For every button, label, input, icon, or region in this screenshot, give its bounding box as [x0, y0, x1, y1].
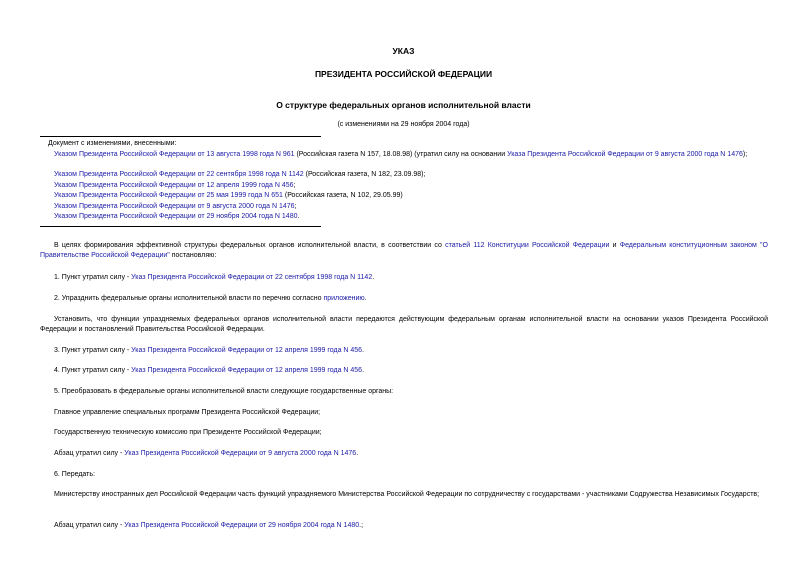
change-line-6 [54, 212, 299, 222]
p4-text: 4. Пункт утратил силу - [54, 367, 132, 374]
p5c-text: Абзац утратил силу - [54, 450, 125, 457]
paragraph-6a: Министерству иностранных дел Российской Федерации часть функций упраздняемого Министерства Российской Федерации по сотрудничеству с государствами - участниками Содружества Независимых Государств; [54, 491, 760, 498]
constitution-link[interactable]: статьей 112 Конституции Российской Федерации [445, 242, 610, 249]
paragraph-establish: Установить, что функции упраздняемых федеральных органов исполнительной власти передаются действующим федеральным органам исполнительной власти на основании указов Президента Российской Федерации и постановлений Правительства Российской Федерации. [40, 316, 768, 333]
change-text-6: . [297, 213, 300, 220]
bottom-divider [40, 226, 321, 227]
doc-heading: О структуре федеральных органов исполнительной власти [276, 100, 531, 110]
preamble-text-b: и [609, 242, 620, 249]
preamble-text-c: постановляю: [169, 252, 217, 259]
paragraph-5b: Государственную техническую комиссию при Президенте Российской Федерации; [54, 429, 322, 436]
paragraph-6b [54, 521, 363, 531]
top-divider [40, 136, 321, 137]
change-link-1b[interactable]: Указа Президента Российской Федерации от 9 августа 2000 года N 1476 [507, 151, 743, 158]
doc-subtitle: ПРЕЗИДЕНТА РОССИЙСКОЙ ФЕДЕРАЦИИ [314, 69, 493, 79]
p6b-text: Абзац утратил силу - [54, 522, 125, 529]
p2-text: 2. Упразднить федеральные органы исполнительной власти по перечню согласно [54, 295, 324, 302]
p1-end: . [372, 274, 375, 281]
p4-link[interactable]: Указ Президента Российской Федерации от 12 апреля 1999 года N 456 [131, 367, 363, 374]
paragraph-2 [54, 294, 367, 304]
change-link-5[interactable]: Указом Президента Российской Федерации от 9 августа 2000 года N 1476 [54, 203, 295, 210]
paragraph-1 [54, 273, 374, 283]
changes-intro: Документ с изменениями, внесенными: [48, 140, 177, 147]
change-link-6[interactable]: Указом Президента Российской Федерации от 29 ноября 2004 года N 1480 [54, 213, 298, 220]
p3-link[interactable]: Указ Президента Российской Федерации от 12 апреля 1999 года N 456 [131, 347, 363, 354]
change-link-2[interactable]: Указом Президента Российской Федерации от 22 сентября 1998 года N 1142 [54, 171, 304, 178]
p1-link[interactable]: Указ Президента Российской Федерации от 22 сентября 1998 года N 1142 [131, 274, 373, 281]
preamble-text-a: В целях формирования эффективной структуры федеральных органов исполнительной власти, в соответствии со [54, 242, 446, 249]
p5c-end: . [356, 450, 359, 457]
change-text-1: (Российская газета N 157, 18.08.98) (утратил силу на основании [294, 151, 508, 158]
change-link-3[interactable]: Указом Президента Российской Федерации от 12 апреля 1999 года N 456 [54, 182, 294, 189]
p4-end: . [362, 367, 365, 374]
change-text-3: ; [293, 182, 296, 189]
p3-text: 3. Пункт утратил силу - [54, 347, 132, 354]
fkz-link[interactable]: Федеральным конституционным законом "О Правительстве Российской Федерации" [40, 242, 768, 259]
change-line-3 [54, 181, 296, 191]
p5c-link[interactable]: Указ Президента Российской Федерации от 9 августа 2000 года N 1476 [124, 450, 357, 457]
change-text-4: (Российская газета, N 102, 29.05.99) [282, 192, 403, 199]
amendment-note: (с изменениями на 29 ноября 2004 года) [337, 121, 470, 128]
p6b-end: .; [359, 522, 364, 529]
change-link-1[interactable]: Указом Президента Российской Федерации от 13 августа 1998 года N 961 [54, 151, 295, 158]
change-line-5 [54, 202, 296, 212]
paragraph-5: 5. Преобразовать в федеральные органы исполнительной власти следующие государственные органы: [54, 388, 394, 395]
p3-end: . [362, 347, 365, 354]
change-link-4[interactable]: Указом Президента Российской Федерации от 25 мая 1999 года N 651 [54, 192, 283, 199]
change-line-4 [54, 191, 403, 201]
change-line-2 [54, 170, 425, 180]
paragraph-5a: Главное управление специальных программ Президента Российской Федерации; [54, 409, 321, 416]
paragraph-3 [54, 346, 364, 356]
appendix-link[interactable]: приложению [323, 295, 365, 302]
p6b-link[interactable]: Указ Президента Российской Федерации от 29 ноября 2004 года N 1480 [124, 522, 360, 529]
change-text-1b: ); [742, 151, 748, 158]
p1-text: 1. Пункт утратил силу - [54, 274, 132, 281]
change-line-1 [54, 150, 747, 160]
paragraph-6: 6. Передать: [54, 471, 95, 478]
paragraph-5c [54, 449, 358, 459]
p2-end: . [364, 295, 367, 302]
change-text-2: (Российская газета, N 182, 23.09.98); [303, 171, 426, 178]
preamble-paragraph [40, 241, 768, 261]
change-text-5: ; [294, 203, 297, 210]
paragraph-4 [54, 366, 364, 376]
doc-title: УКАЗ [392, 46, 415, 56]
